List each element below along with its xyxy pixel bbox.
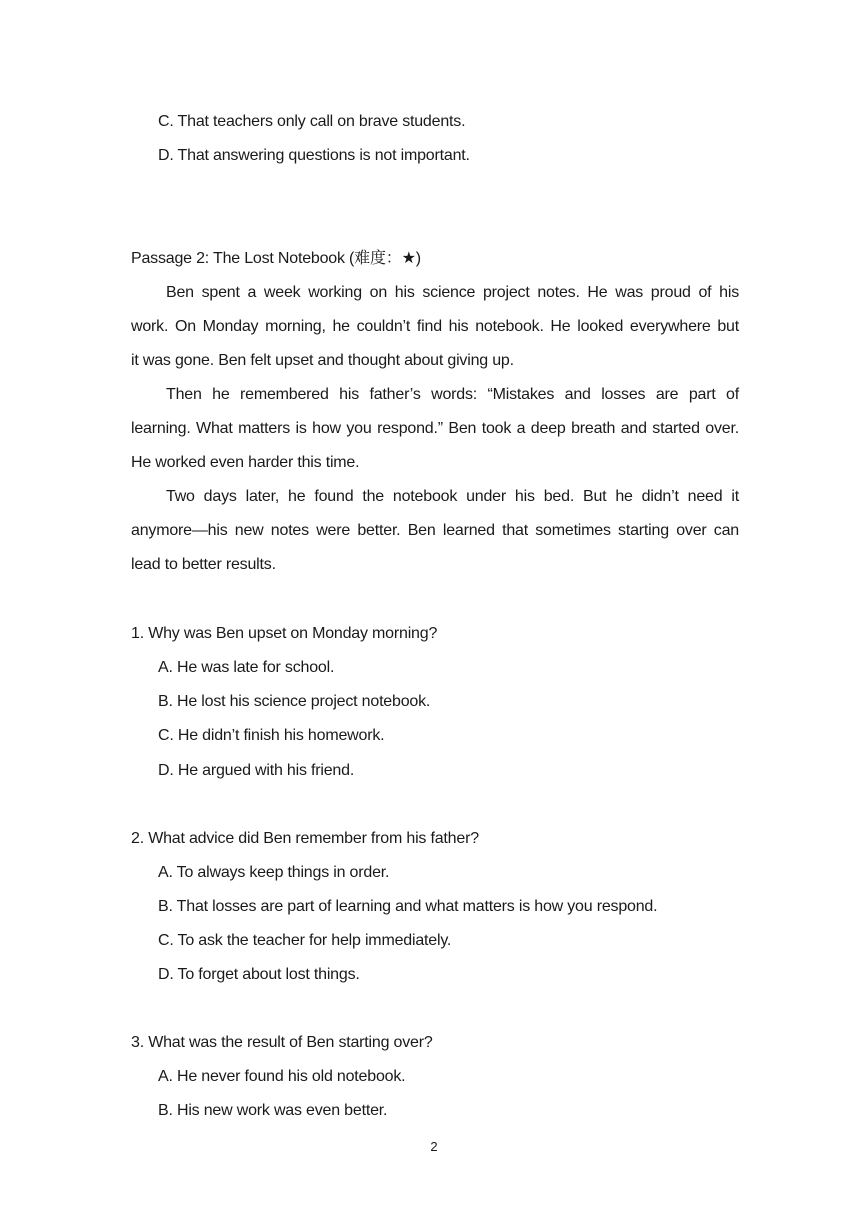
question-2: 2. What advice did Ben remember from his father? [131, 830, 479, 847]
passage-line: Two days later, he found the notebook under his bed. But he didn’t need it [166, 488, 739, 505]
passage-line: learning. What matters is how you respond.” Ben took a deep breath and started over. [131, 420, 739, 437]
question-3: 3. What was the result of Ben starting over? [131, 1034, 433, 1051]
question-2-option-b: B. That losses are part of learning and what matters is how you respond. [158, 898, 658, 915]
question-1-option-b: B. He lost his science project notebook. [158, 693, 431, 710]
passage-line: lead to better results. [131, 556, 276, 573]
question-1-option-d: D. He argued with his friend. [158, 762, 355, 779]
question-2-option-a: A. To always keep things in order. [158, 864, 390, 881]
prev-option-c: C. That teachers only call on brave students. [158, 113, 466, 130]
passage-title: Passage 2: The Lost Notebook (难度：★) [131, 250, 421, 267]
question-2-option-d: D. To forget about lost things. [158, 966, 360, 983]
question-2-option-c: C. To ask the teacher for help immediately. [158, 932, 452, 949]
question-3-option-a: A. He never found his old notebook. [158, 1068, 406, 1085]
question-3-option-b: B. His new work was even better. [158, 1102, 388, 1119]
question-1: 1. Why was Ben upset on Monday morning? [131, 625, 438, 642]
passage-line: it was gone. Ben felt upset and thought about giving up. [131, 352, 514, 369]
prev-option-d: D. That answering questions is not important. [158, 147, 470, 164]
question-1-option-c: C. He didn’t finish his homework. [158, 727, 385, 744]
passage-line: Ben spent a week working on his science project notes. He was proud of his [166, 284, 739, 301]
passage-line: Then he remembered his father’s words: “Mistakes and losses are part of [166, 386, 739, 403]
question-1-option-a: A. He was late for school. [158, 659, 335, 676]
passage-line: He worked even harder this time. [131, 454, 360, 471]
passage-line: work. On Monday morning, he couldn’t find his notebook. He looked everywhere but [131, 318, 739, 335]
passage-line: anymore—his new notes were better. Ben learned that sometimes starting over can [131, 522, 739, 539]
page-number: 2 [430, 1139, 438, 1154]
